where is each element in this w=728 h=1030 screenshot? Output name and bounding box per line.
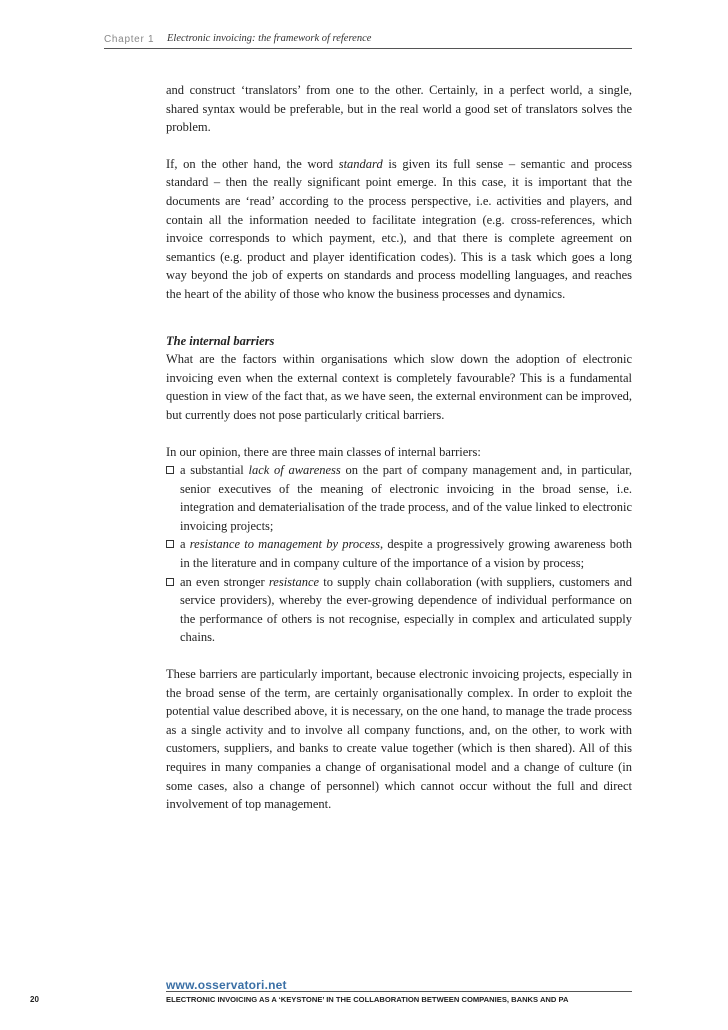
- paragraph-importance: These barriers are particularly important, because electronic invoicing projects, especially in the broad sense of the term, are certainly organisationally complex. In order to exploit the potential value described above, it is necessary, on the one hand, to manage the trade process as a single activity and to involve all company functions, and, on the other, to work with customers, suppliers, and banks to create value together (which is then shared). All of this requires in many companies a change of organisational model and a change of culture (in some cases, also a change of personnel) which cannot occur without the full and direct involvement of top management.: [166, 667, 632, 812]
- footer-url-link[interactable]: www.osservatori.net: [166, 978, 287, 992]
- page-body: [166, 81, 632, 814]
- checkbox-bullet-icon: [166, 466, 174, 474]
- checkbox-bullet-icon: [166, 578, 174, 586]
- footer-divider: [166, 991, 632, 992]
- list-item-pre: a: [180, 537, 190, 552]
- chapter-label: Chapter 1: [104, 34, 155, 45]
- checkbox-bullet-icon: [166, 540, 174, 548]
- paragraph-standard: [166, 155, 632, 304]
- list-item-post: to supply chain collaboration (with suppliers, customers and service providers), whereby the ever-growing dependence of individual performance on the performance of others is not recognise, especially in complex and articulated supply chains.: [180, 574, 632, 645]
- paragraph-factors: What are the factors within organisations which slow down the adoption of electronic invoicing even when the external context is completely favourable? This is a fundamental question in view of the fact that, as we have seen, the external environment can be improved, but currently does not pose particularly critical barriers.: [166, 352, 632, 422]
- list-item: [166, 573, 632, 647]
- paragraph-translators: and construct ‘translators’ from one to the other. Certainly, in a perfect world, a single, shared syntax would be preferable, but in the real world a good set of translators solves the problem.: [166, 83, 632, 135]
- list-item: [166, 535, 632, 572]
- paragraph-barriers-intro: In our opinion, there are three main classes of internal barriers:: [166, 444, 481, 459]
- page-number: 20: [30, 995, 39, 1004]
- barriers-list: [166, 461, 632, 647]
- list-item-emphasis: resistance to management by process: [189, 537, 380, 552]
- paragraph-standard-post: is given its full sense – semantic and process standard – then the really significant point emerge. In this case, it is important that the documents are ‘read’ according to the process perspective, i.e. activities and players, and contain all the information needed to facilitate integration (e.g. cross-references, which invoice corresponds to which payment, etc.), and that there is complete agreement on semantics (e.g. product and player identification codes). This is a task which goes a long way beyond the job of experts on standards and process modelling languages, and reaches the heart of the ability of those who know the business processes and dynamics.: [166, 156, 632, 301]
- chapter-title: Electronic invoicing: the framework of reference: [167, 33, 372, 44]
- running-header: [104, 30, 632, 49]
- section-heading: The internal barriers: [166, 333, 275, 348]
- list-item: [166, 461, 632, 535]
- list-item-pre: an even stronger: [180, 574, 269, 589]
- list-item-emphasis: lack of awareness: [248, 463, 341, 478]
- list-item-post: on the part of company management and, in particular, senior executives of the meaning of electronic invoicing in the broad sense, i.e. integration and dematerialisation of the trade process, and of the value linked to electronic invoicing projects;: [180, 463, 632, 533]
- paragraph-standard-pre: If, on the other hand, the word: [166, 156, 339, 171]
- list-item-post: , despite a progressively growing awareness both in the literature and in company culture of the importance of a vision by process;: [180, 537, 632, 571]
- emphasis-standard: standard: [338, 156, 383, 171]
- footer-caption: ELECTRONIC INVOICING AS A ‘KEYSTONE’ IN THE COLLABORATION BETWEEN COMPANIES, BANKS AND PA: [166, 995, 569, 1004]
- list-item-emphasis: resistance: [268, 574, 320, 589]
- list-item-pre: a substantial: [180, 463, 249, 478]
